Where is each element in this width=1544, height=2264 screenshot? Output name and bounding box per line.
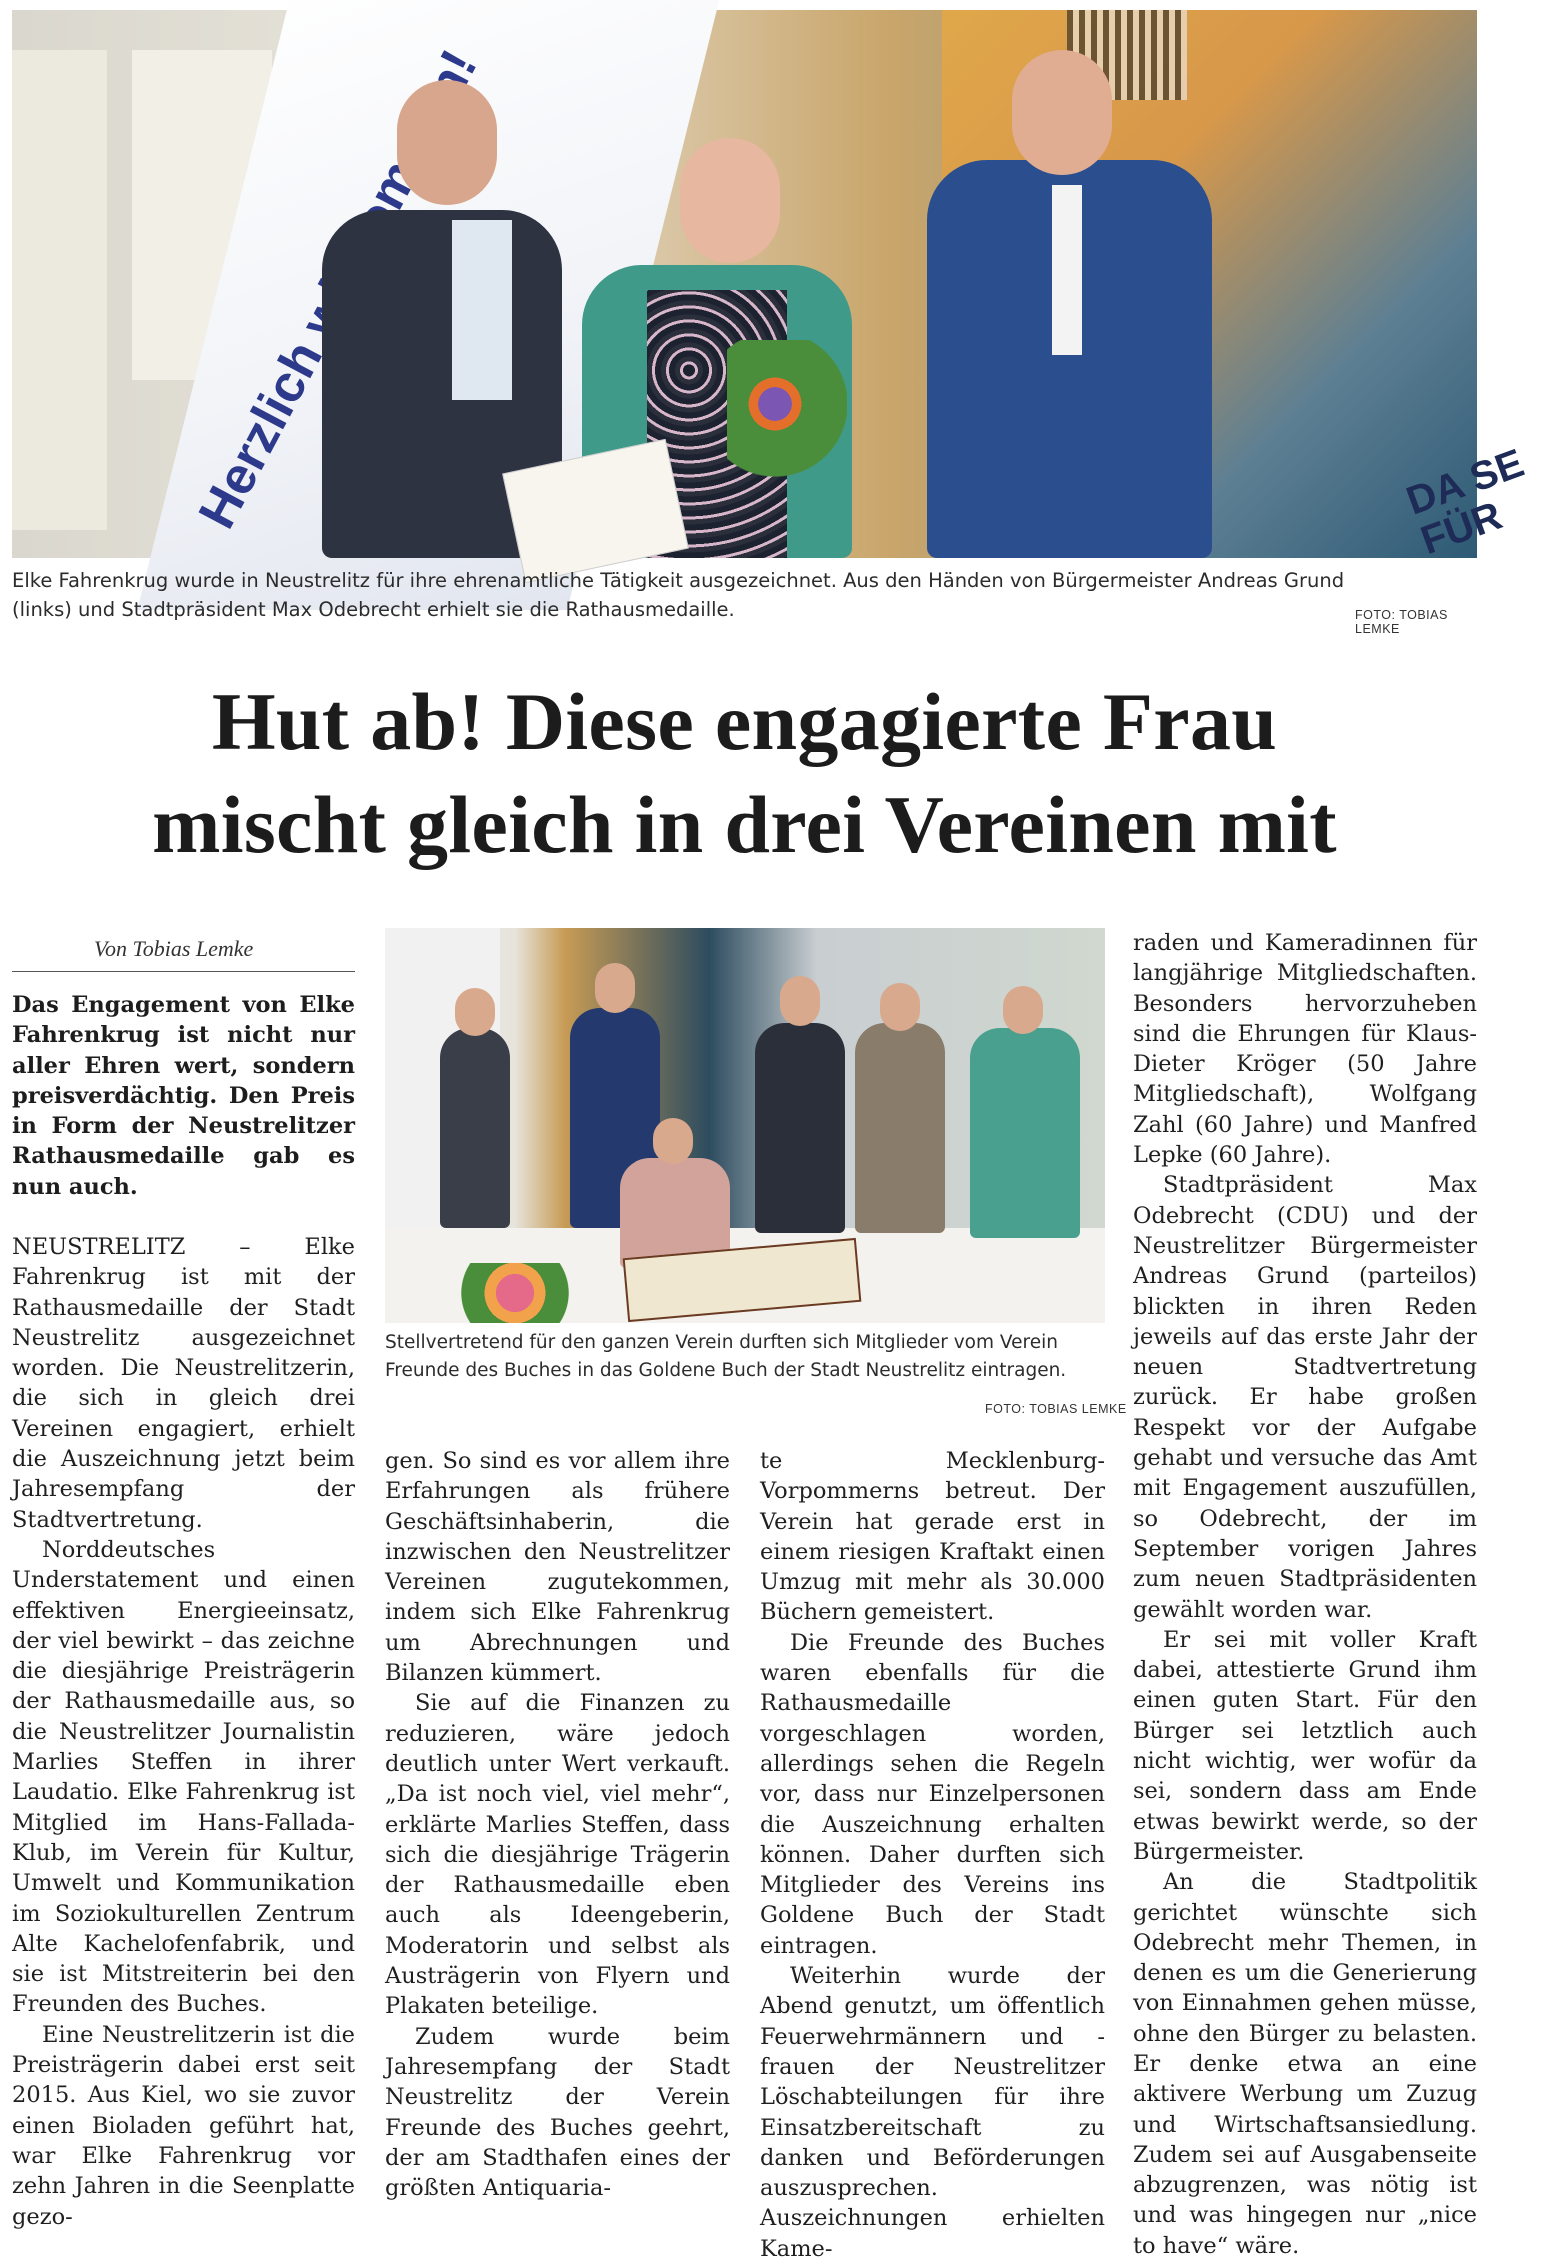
top-photo <box>12 10 1530 564</box>
person-figure <box>755 1023 845 1233</box>
col2-paragraph-1: gen. So sind es vor allem ihre Erfahrungen als frühere Geschäftsinhaberin, die inzwischen den Neustrelitzer Vereinen zugutekommen, indem sich Elke Fahrenkrug um Abrechnungen und Bilanzen kümmert. <box>385 1448 730 1687</box>
col2-paragraph-3: Zudem wurde beim Jahresempfang der Stadt Neustrelitz der Verein Freunde des Buches geehrt, der am Stadthafen eines der größten Antiquaria- <box>385 2023 730 2202</box>
person-head <box>653 1118 693 1164</box>
city-president-head <box>1012 50 1112 175</box>
col3-paragraph-1: te Mecklenburg-Vorpommerns betreut. Der Verein hat gerade erst in einem riesigen Kraftakt einen Umzug mit mehr als 30.000 Büchern gemeistert. <box>760 1448 1105 1626</box>
poster-text: DA SE FÜR <box>1400 440 1530 564</box>
col3-paragraph-3: Weiterhin wurde der Abend genutzt, um öffentlich Feuerwehrmännern und -frauen der Neustrelitzer Löschabteilungen für ihre Einsatzbereitschaft zu danken und Beförderungen auszusprechen. Auszeichnungen erhielten Kame- <box>760 1963 1105 2262</box>
byline-divider <box>12 971 355 972</box>
article-column-4 <box>1133 928 1477 2259</box>
city-president-shirt <box>1052 185 1082 355</box>
col1-paragraph-1: NEUSTRELITZ – Elke Fahrenkrug ist mit der Rathausmedaille der Stadt Neustrelitz ausgezeichnet worden. Die Neustrelitzerin, die sich in gleich drei Vereinen engagiert, erhielt die Auszeichnung jetzt beim Jahresempfang der Stadtvertretung. <box>12 1234 355 1533</box>
group-photo-credit: FOTO: TOBIAS LEMKE <box>985 1402 1127 1416</box>
col4-paragraph-1: raden und Kameradinnen für langjährige Mitgliedschaften. Besonders hervorzuheben sind die Ehrungen für Klaus-Dieter Kröger (50 Jahre Mitgliedschaft), Wolfgang Zahl (60 Jahre) und Manfred Lepke (60 Jahre). <box>1133 930 1477 1169</box>
mayor-head <box>397 80 497 205</box>
person-head <box>780 976 820 1026</box>
person-head <box>455 988 495 1036</box>
headline <box>60 670 1429 876</box>
mayor-shirt <box>452 220 512 400</box>
person-figure <box>970 1028 1080 1238</box>
person-figure <box>440 1028 510 1228</box>
col1-paragraph-3: Eine Neustrelitzerin ist die Preisträgerin dabei erst seit 2015. Aus Kiel, wo sie zuvor einen Bioladen geführt hat, war Elke Fahrenkrug vor zehn Jahren in die Seenplatte gezo- <box>12 2021 355 2230</box>
headline-line-1: Hut ab! Diese engagierte Frau <box>211 676 1278 767</box>
person-head <box>595 963 635 1013</box>
lead-paragraph: Das Engagement von Elke Fahrenkrug ist nicht nur aller Ehren wert, sondern preisverdächtig. Den Preis in Form der Neustrelitzer Rathausmedaille gab es nun auch. <box>12 992 355 1200</box>
flag-text: Herzlich willkommen! <box>187 41 489 538</box>
flower-bouquet <box>727 340 847 500</box>
col4-paragraph-3: Er sei mit voller Kraft dabei, attestierte Grund ihm einen guten Start. Für den Bürger sei letztlich auch nicht wichtig, wer wofür da sei, sondern dass am Ende etwas bewirkt werde, so der Bürgermeister. <box>1133 1626 1477 1865</box>
byline: Von Tobias Lemke <box>94 936 254 961</box>
col4-paragraph-2: Stadtpräsident Max Odebrecht (CDU) und der Neustrelitzer Bürgermeister Andreas Grund (parteilos) blickten in ihren Reden jeweils auf das erste Jahr der neuen Stadtvertretung zurück. Er habe großen Respekt vor der Aufgabe gehabt und versuche das Amt mit Engagement auszufüllen, so Odebrecht, der im September vorigen Jahres zum neuen Stadtpräsidenten gewählt worden war. <box>1133 1172 1477 1623</box>
top-caption-line-1: Elke Fahrenkrug wurde in Neustrelitz für ihre ehrenamtliche Tätigkeit ausgezeichnet. Aus den Händen von Bürgermeister Andreas Grund <box>12 569 1345 592</box>
article-column-2 <box>385 1446 730 2202</box>
person-head <box>880 983 920 1031</box>
col1-paragraph-2: Norddeutsches Understatement und einen effektiven Energieeinsatz, der viel bewirkt – das zeichne die diesjährige Preisträgerin der Rathausmedaille aus, so die Neustrelitzer Journalistin Marlies Steffen in ihrer Laudatio. Elke Fahrenkrug ist Mitglied im Hans-Fallada-Klub, im Verein für Kultur, Umwelt und Kommunikation im Soziokulturellen Zentrum Alte Kachelofenfabrik, und sie ist Mitstreiterin bei den Freunden des Buches. <box>12 1536 355 2018</box>
col3-paragraph-2: Die Freunde des Buches waren ebenfalls für die Rathausmedaille vorgeschlagen worden, allerdings sehen die Regeln vor, dass nur Einzelpersonen die Auszeichnung erhalten können. Daher durften sich Mitglieder des Vereins ins Goldene Buch der Stadt eintragen. <box>760 1629 1105 1959</box>
article-column-1 <box>12 1232 355 2230</box>
flower-arrangement <box>445 1263 585 1323</box>
person-figure <box>855 1023 945 1233</box>
group-photo <box>385 928 1105 1323</box>
headline-line-2: mischt gleich in drei Vereinen mit <box>152 779 1337 870</box>
poster-left <box>12 50 107 530</box>
group-photo-caption: Stellvertretend für den ganzen Verein durften sich Mitglieder vom Verein Freunde des Buches in das Goldene Buch der Stadt Neustrelitz eintragen. <box>385 1332 1067 1381</box>
person-head <box>1003 986 1043 1034</box>
col4-paragraph-4: An die Stadtpolitik gerichtet wünschte sich Odebrecht mehr Themen, in denen es um die Generierung von Einnahmen gehen müsse, ohne den Bürger zu belasten. Er denke etwa an eine aktivere Werbung um Zuzug und Wirtschaftsansiedlung. Zudem sei auf Ausgabenseite abzugrenzen, was nötig ist und was hingegen nur „nice to have“ wäre. <box>1133 1869 1477 2259</box>
top-photo-caption <box>12 566 1477 624</box>
col2-paragraph-2: Sie auf die Finanzen zu reduzieren, wäre jedoch deutlich unter Wert verkauft. „Da ist noch viel, viel mehr“, erklärte Marlies Steffen, dass sich die diesjährige Trägerin der Rathausmedaille eben auch als Ideengeberin, Moderatorin und selbst als Austrägerin von Flyern und Plakaten beteilige. <box>385 1690 730 2020</box>
top-caption-line-2: (links) und Stadtpräsident Max Odebrecht erhielt sie die Rathausmedaille. <box>12 598 735 621</box>
honoree-head <box>680 138 780 263</box>
top-photo-credit: FOTO: TOBIAS LEMKE <box>1355 608 1448 636</box>
article-column-3 <box>760 1446 1105 2262</box>
